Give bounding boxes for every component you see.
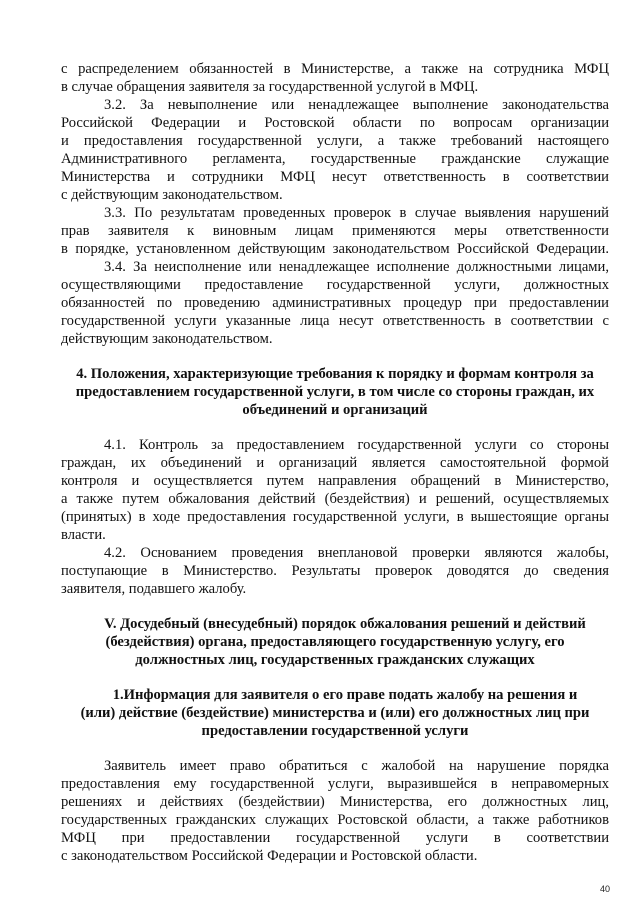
- subsection-heading: предоставлении государственной услуги: [201, 723, 469, 739]
- text-line: Заявитель имеет право обратиться с жалобой на нарушение порядка: [104, 758, 609, 774]
- text-line: в случае обращения заявителя за государственной услугой в МФЦ.: [61, 79, 479, 95]
- text-line: заявителя, подавшего жалобу.: [61, 581, 247, 597]
- text-line: с распределением обязанностей в Министерстве, а также на сотрудника МФЦ: [61, 61, 609, 77]
- text-line: Российской Федерации и Ростовской области по вопросам организации: [61, 115, 609, 131]
- text-line: решениях и действиях (бездействии) Министерства, его должностных лиц,: [61, 794, 609, 810]
- section-heading: V. Досудебный (внесудебный) порядок обжалования решений и действий: [104, 616, 586, 632]
- text-line: прав заявителя к виновным лицам применяются меры ответственности: [61, 223, 609, 239]
- subsection-heading: 1.Информация для заявителя о его праве подать жалобу на решения и: [112, 687, 578, 703]
- text-line: Министерства и сотрудники МФЦ несут ответственность в соответствии: [61, 169, 609, 185]
- text-line: а также путем обжалования действий (бездействия) и решений, осуществляемых: [61, 491, 609, 507]
- text-line: и предоставления государственной услуги, а также требований настоящего: [61, 133, 609, 149]
- text-line: с законодательством Российской Федерации и Ростовской области.: [61, 848, 478, 864]
- text-line: граждан, их объединений и организаций является самостоятельной формой: [61, 455, 609, 471]
- text-line: в порядке, установленном действующим законодательством Российской Федерации.: [61, 241, 609, 257]
- text-line: действующим законодательством.: [61, 331, 273, 347]
- section-heading: 4. Положения, характеризующие требования к порядку и формам контроля за: [76, 366, 594, 382]
- text-line: государственных гражданских служащих Ростовской области, а также работников: [61, 812, 609, 828]
- section-heading: (бездействия) органа, предоставляющего государственную услугу, его: [105, 634, 565, 650]
- text-line: власти.: [61, 527, 106, 543]
- section-heading: должностных лиц, государственных гражданских служащих: [135, 652, 535, 668]
- text-line: предоставления ему государственной услуги, выразившейся в неправомерных: [61, 776, 609, 792]
- text-line: 4.2. Основанием проведения внеплановой проверки являются жалобы,: [104, 545, 609, 561]
- text-line: контроля и осуществляется путем направления обращений в Министерство,: [61, 473, 609, 489]
- text-line: осуществляющими предоставление государственной услуги, должностных: [61, 277, 609, 293]
- section-heading: предоставлением государственной услуги, в том числе со стороны граждан, их: [75, 384, 595, 400]
- text-line: 3.3. По результатам проведенных проверок в случае выявления нарушений: [104, 205, 609, 221]
- text-line: Административного регламента, государственные гражданские служащие: [61, 151, 609, 167]
- section-heading: объединений и организаций: [242, 402, 428, 418]
- text-line: государственной услуги указанные лица несут ответственность в соответствии с: [61, 313, 609, 329]
- text-line: поступающие в Министерство. Результаты проверок доводятся до сведения: [61, 563, 609, 579]
- text-line: обязанностей по проведению административных процедур при предоставлении: [61, 295, 609, 311]
- page-number: 40: [599, 884, 610, 894]
- text-line: 4.1. Контроль за предоставлением государственной услуги со стороны: [104, 437, 609, 453]
- text-line: с действующим законодательством.: [61, 187, 283, 203]
- text-line: (принятых) в ходе предоставления государственной услуги, в вышестоящие органы: [61, 509, 609, 525]
- text-line: 3.2. За невыполнение или ненадлежащее выполнение законодательства: [104, 97, 609, 113]
- text-line: МФЦ при предоставлении государственной услуги в соответствии: [61, 830, 609, 846]
- text-line: 3.4. За неисполнение или ненадлежащее исполнение должностными лицами,: [104, 259, 609, 275]
- subsection-heading: (или) действие (бездействие) министерства и (или) его должностных лиц при: [80, 705, 590, 721]
